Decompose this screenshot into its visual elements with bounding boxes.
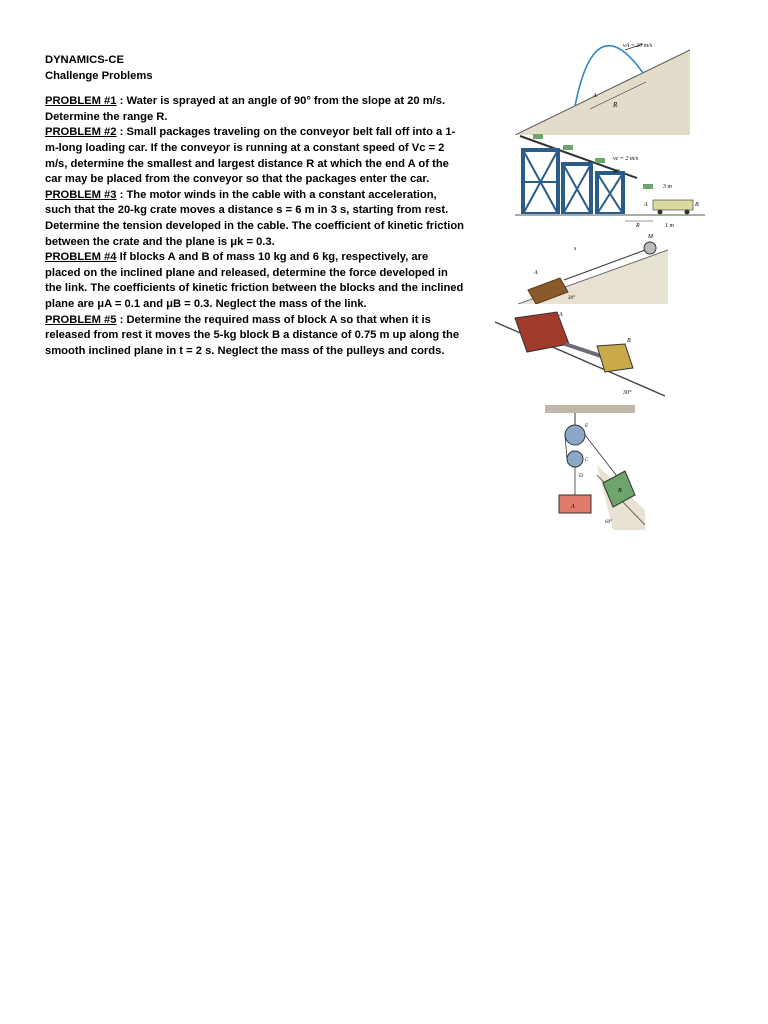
problem-5 <box>45 313 465 360</box>
pulley-c <box>567 451 583 467</box>
distance-label: s <box>574 246 577 252</box>
car-wheel <box>658 210 663 215</box>
problem-label: PROBLEM #5 <box>45 313 117 326</box>
problem-label: PROBLEM #2 <box>45 126 117 139</box>
package <box>643 184 653 189</box>
block-a <box>559 495 591 513</box>
velocity-label: vA = 20 m/s <box>623 43 653 49</box>
problem-label: PROBLEM #3 <box>45 188 117 201</box>
motor <box>644 242 656 254</box>
problem-4 <box>45 250 465 312</box>
block-b-label: B <box>627 338 631 344</box>
document-subtitle: Challenge Problems <box>45 69 153 82</box>
crate-label: A <box>534 270 538 276</box>
pulley-d-label: D <box>579 474 583 479</box>
pulley-c-label: C <box>585 458 589 463</box>
problem-body: Determine the required mass of block A so that when it is released from rest it moves the 5-kg block B a distance of 0.75 m up along the smooth inclined plane in t = 2 s. Neglect the mass of the pulleys and cords. <box>45 313 460 357</box>
angle-label: 30° <box>568 296 575 301</box>
problem-label: PROBLEM #4 <box>45 251 117 264</box>
ceiling-support <box>545 405 635 413</box>
figure-1-water-spray <box>515 35 690 135</box>
range-label: R <box>636 223 640 229</box>
car-length-label: 1 m <box>665 223 674 229</box>
truss-right-bracing <box>597 173 623 214</box>
point-b-label: B <box>695 202 699 208</box>
problem-body: Water is sprayed at an angle of 90° from the slope at 20 m/s. Determine the range R. <box>45 95 446 123</box>
problem-body: The motor winds in the cable with a constant acceleration, such that the 20-kg crate moves a distance s = 6 m in 3 s, starting from rest. Determine the tension developed in the cable. The coefficient of kinetic friction between the crate and the plane is μk = 0.3. <box>45 188 464 248</box>
problem-label: PROBLEM #1 <box>45 95 117 108</box>
problem-body: If blocks A and B of mass 10 kg and 6 kg, respectively, are placed on the inclined plane and released, determine the force developed in the link. The coefficients of kinetic friction between the blocks and the inclined plane are μA = 0.1 and μB = 0.3. Neglect the mass of the link. <box>45 251 464 310</box>
problem-separator: : <box>116 126 127 139</box>
angle-label: 30° <box>623 390 632 396</box>
belt-speed-label: vc = 2 m/s <box>613 156 639 162</box>
point-a-label: A <box>644 202 648 208</box>
problem-separator: : <box>116 95 127 108</box>
angle-label: 60° <box>605 520 612 525</box>
belt-angle-label: 30° <box>613 170 620 175</box>
package <box>595 158 605 163</box>
loading-car <box>653 200 693 210</box>
pulley-e <box>565 425 585 445</box>
height-label: 3 m <box>663 184 672 190</box>
point-a-label: A <box>593 93 597 99</box>
block-b-label: B <box>618 488 622 494</box>
truss-mid-bracing <box>563 164 591 214</box>
figure-3-motor-crate <box>518 232 668 304</box>
block-a-label: A <box>571 504 575 510</box>
car-wheel <box>685 210 690 215</box>
problem-1 <box>45 94 465 125</box>
range-label: R <box>613 101 618 109</box>
figure-2-conveyor <box>515 128 705 230</box>
package <box>563 145 573 150</box>
package <box>533 134 543 139</box>
block-b <box>597 344 633 372</box>
problem-separator: : <box>116 313 127 326</box>
problem-body: Small packages traveling on the conveyor belt fall off into a 1-m-long loading car. If the conveyor is running at a constant speed of Vc = 2 m/s, determine the smallest and largest distance R at which the end A of the car may be placed from the conveyor so that the packages enter the car. <box>45 126 456 186</box>
problem-3 <box>45 188 465 250</box>
motor-label: M <box>648 234 653 240</box>
truss-left-bracing <box>523 150 558 214</box>
problem-separator: : <box>116 188 127 201</box>
document-header <box>45 53 465 84</box>
problem-2 <box>45 125 465 187</box>
figure-4-linked-blocks <box>485 304 665 402</box>
figure-5-pulley-system <box>535 395 645 530</box>
course-title: DYNAMICS-CE <box>45 54 124 66</box>
pulley-e-label: E <box>585 424 589 429</box>
problem-text-column <box>45 53 465 359</box>
block-a-label: A <box>559 312 563 318</box>
